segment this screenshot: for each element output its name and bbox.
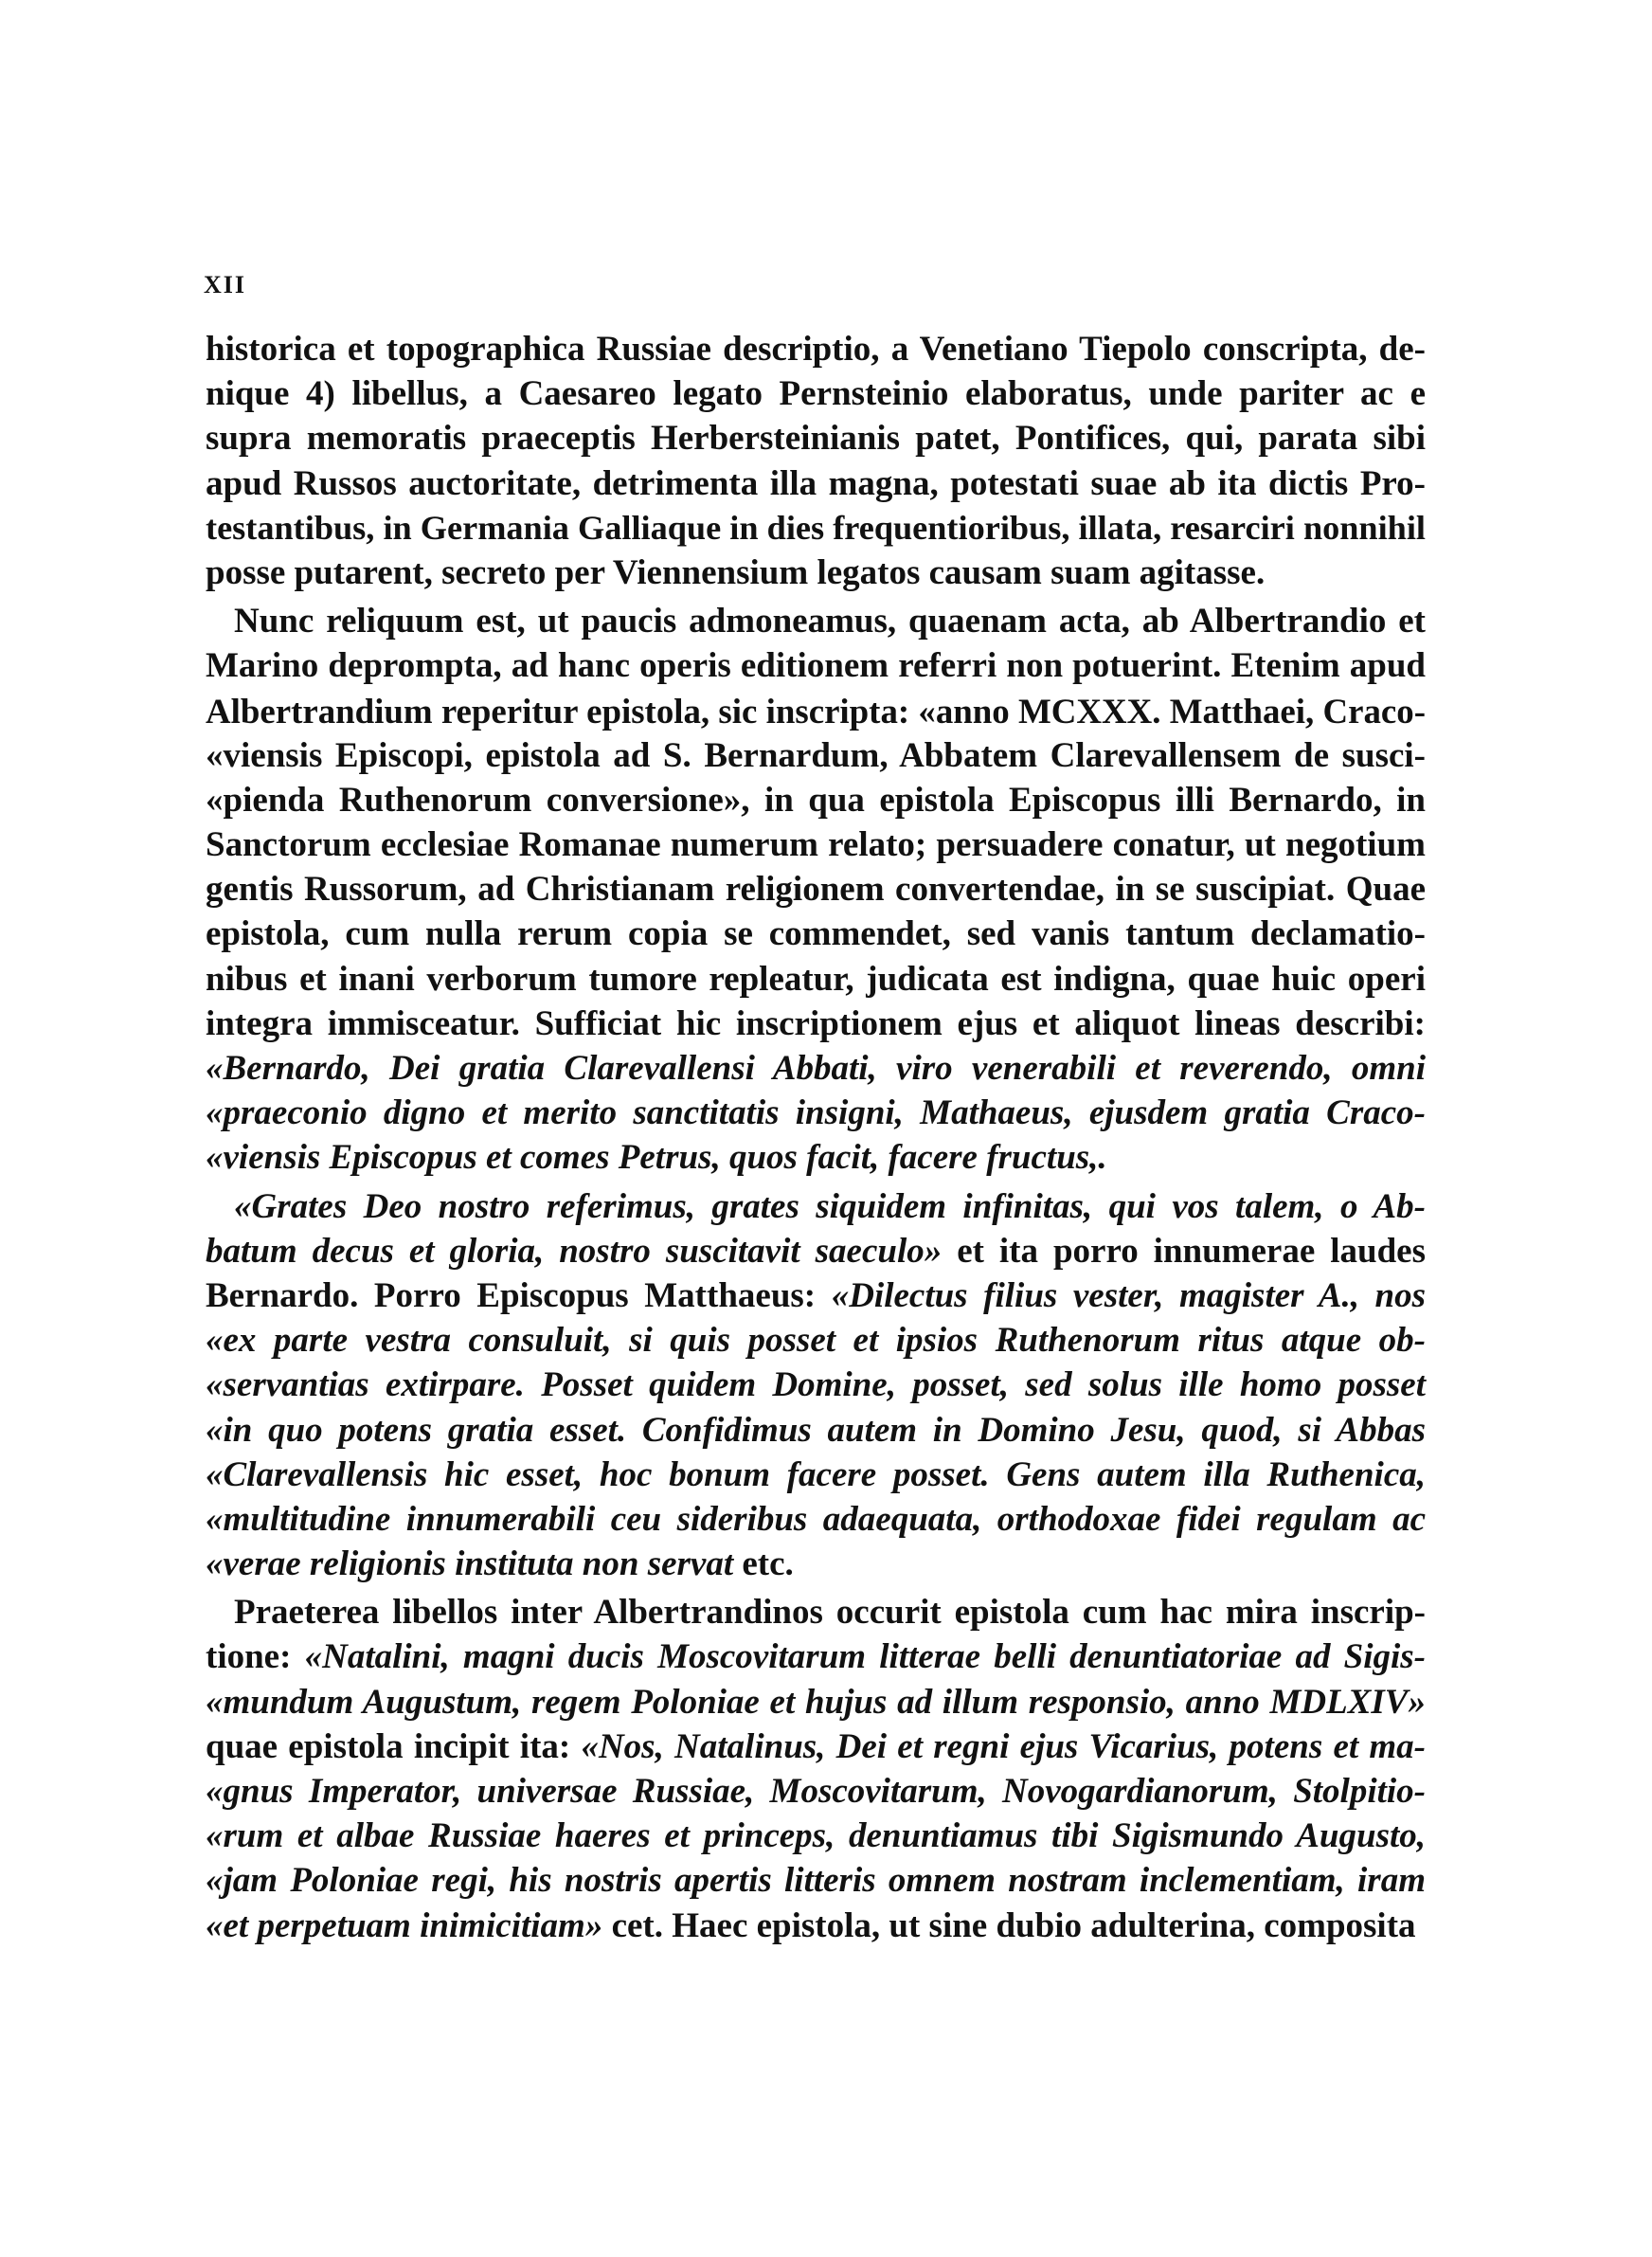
- text-line: [206, 733, 1426, 778]
- text-segment: gentis Russorum, ad Christianam religionem convertendae, in se suscipiat. Quae: [206, 870, 1426, 910]
- text-line: [206, 599, 1426, 643]
- text-segment: Nunc reliquum est, ut paucis admoneamus, quaenam acta, ab Albertrandio et: [234, 602, 1426, 641]
- text-segment: Sanctorum ecclesiae Romanae numerum relato; persuadere conatur, ut negotium: [206, 825, 1426, 865]
- text-line: [206, 1091, 1426, 1135]
- text-segment: Marino deprompta, ad hanc operis editionem referri non potuerint. Etenim apud: [206, 646, 1426, 686]
- text-line: [206, 371, 1426, 416]
- text-segment: et ita porro innumerae laudes: [942, 1231, 1426, 1271]
- text-line: [206, 1002, 1426, 1046]
- paragraph: [206, 599, 1426, 1180]
- text-segment: nibus et inani verborum tumore repleatur, judicata est indigna, quae huic operi: [206, 959, 1426, 999]
- text-line: [206, 327, 1426, 371]
- text-line: [206, 551, 1426, 595]
- text-line: [206, 416, 1426, 460]
- paragraph: [206, 327, 1426, 595]
- text-segment: Praeterea libellos inter Albertrandinos occurit epistola cum hac mira inscrip-: [234, 1593, 1426, 1633]
- text-line: [206, 1273, 1426, 1318]
- text-segment: etc.: [733, 1544, 794, 1584]
- paragraph: [206, 1184, 1426, 1587]
- text-line: [206, 643, 1426, 688]
- text-segment: cet. Haec epistola, ut sine dubio adulterina, composita: [602, 1905, 1416, 1945]
- page-number: XII: [204, 271, 247, 298]
- text-segment: «servantias extirpare. Posset quidem Domine, posset, sed solus ille homo posset: [206, 1365, 1426, 1405]
- text-line: [206, 1904, 1426, 1948]
- text-segment: batum decus et gloria, nostro suscitavit saeculo»: [206, 1231, 943, 1271]
- text-segment: «Nos, Natalinus, Dei et regni ejus Vicarius, potens et ma-: [581, 1726, 1426, 1766]
- text-segment: supra memoratis praeceptis Herbersteinianis patet, Pontifices, qui, parata sibi: [206, 419, 1426, 459]
- text-line: [206, 1408, 1426, 1453]
- text-segment: historica et topographica Russiae descriptio, a Venetiano Tiepolo conscripta, de-: [206, 330, 1426, 369]
- text-line: [206, 1184, 1426, 1229]
- text-segment: tione:: [206, 1637, 305, 1677]
- text-line: [206, 1318, 1426, 1363]
- text-line: [206, 778, 1426, 822]
- text-segment: testantibus, in Germania Galliaque in dies frequentioribus, illata, resarciri nonnihil: [206, 508, 1426, 547]
- text-segment: Albertrandium reperitur epistola, sic inscripta: «anno MCXXX. Matthaei, Craco-: [206, 691, 1426, 731]
- paragraph: [206, 1590, 1426, 1948]
- text-segment: «jam Poloniae regi, his nostris apertis litteris omnem nostram inclementiam, iram: [206, 1861, 1426, 1901]
- text-line: [206, 461, 1426, 506]
- text-line: [206, 689, 1426, 733]
- text-line: [206, 1590, 1426, 1634]
- text-line: [206, 1634, 1426, 1679]
- text-segment: «praeconio digno et merito sanctitatis insigni, Mathaeus, ejusdem gratia Craco-: [206, 1093, 1426, 1133]
- text-line: [206, 822, 1426, 867]
- text-line: [206, 1363, 1426, 1407]
- text-line: [206, 1497, 1426, 1542]
- text-line: [206, 1858, 1426, 1903]
- text-segment: «mundum Augustum, regem Poloniae et hujus ad illum responsio, anno MDLXIV»: [206, 1682, 1426, 1722]
- text-segment: epistola, cum nulla rerum copia se commendet, sed vanis tantum declamatio-: [206, 914, 1426, 954]
- body-text: [206, 327, 1426, 1948]
- text-line: [206, 1814, 1426, 1858]
- text-line: [206, 1542, 1426, 1586]
- text-segment: «rum et albae Russiae haeres et princeps, denuntiamus tibi Sigismundo Augusto,: [206, 1816, 1426, 1856]
- text-segment: «multitudine innumerabili ceu sideribus adaequata, orthodoxae fidei regulam ac: [206, 1499, 1426, 1539]
- text-segment: «Clarevallensis hic esset, hoc bonum facere posset. Gens autem illa Ruthenica,: [206, 1454, 1426, 1494]
- text-line: [206, 957, 1426, 1002]
- text-segment: «et perpetuam inimicitiam»: [206, 1905, 603, 1945]
- text-segment: «gnus Imperator, universae Russiae, Moscovitarum, Novogardianorum, Stolpitio-: [206, 1772, 1426, 1811]
- text-line: [206, 1680, 1426, 1724]
- text-segment: «ex parte vestra consuluit, si quis posset et ipsios Ruthenorum ritus atque ob-: [206, 1321, 1426, 1361]
- text-line: [206, 1046, 1426, 1091]
- text-segment: «Bernardo, Dei gratia Clarevallensi Abbati, viro venerabili et reverendo, omni: [206, 1049, 1426, 1088]
- text-line: [206, 1135, 1426, 1180]
- text-line: [206, 1453, 1426, 1497]
- text-segment: «Dilectus filius vester, magister A., nos: [831, 1275, 1426, 1315]
- text-line: [206, 1769, 1426, 1814]
- text-segment: apud Russos auctoritate, detrimenta illa magna, potestati suae ab ita dictis Pro-: [206, 463, 1426, 503]
- text-line: [206, 1724, 1426, 1769]
- text-segment: integra immisceatur. Sufficiat hic inscriptionem ejus et aliquot lineas describi:: [206, 1003, 1426, 1043]
- text-segment: «in quo potens gratia esset. Confidimus autem in Domino Jesu, quod, si Abbas: [206, 1410, 1426, 1450]
- text-segment: quae epistola incipit ita:: [206, 1726, 582, 1766]
- text-segment: Bernardo. Porro Episcopus Matthaeus:: [206, 1275, 832, 1315]
- text-segment: «Natalini, magni ducis Moscovitarum litterae belli denuntiatoriae ad Sigis-: [304, 1637, 1426, 1677]
- text-line: [206, 912, 1426, 956]
- text-line: [206, 867, 1426, 912]
- text-segment: «Grates Deo nostro referimus, grates siquidem infinitas, qui vos talem, o Ab-: [234, 1186, 1426, 1226]
- text-segment: «viensis Episcopus et comes Petrus, quos facit, facere fructus,.: [206, 1138, 1107, 1178]
- text-segment: «verae religionis instituta non servat: [206, 1544, 734, 1584]
- text-segment: nique 4) libellus, a Caesareo legato Pernsteinio elaboratus, unde pariter ac e: [206, 374, 1426, 414]
- text-line: [206, 506, 1426, 551]
- text-segment: «viensis Episcopi, epistola ad S. Bernardum, Abbatem Clarevallensem de susci-: [206, 735, 1426, 775]
- text-segment: «pienda Ruthenorum conversione», in qua epistola Episcopus illi Bernardo, in: [206, 780, 1426, 820]
- text-line: [206, 1229, 1426, 1273]
- text-segment: posse putarent, secreto per Viennensium legatos causam suam agitasse.: [206, 552, 1266, 592]
